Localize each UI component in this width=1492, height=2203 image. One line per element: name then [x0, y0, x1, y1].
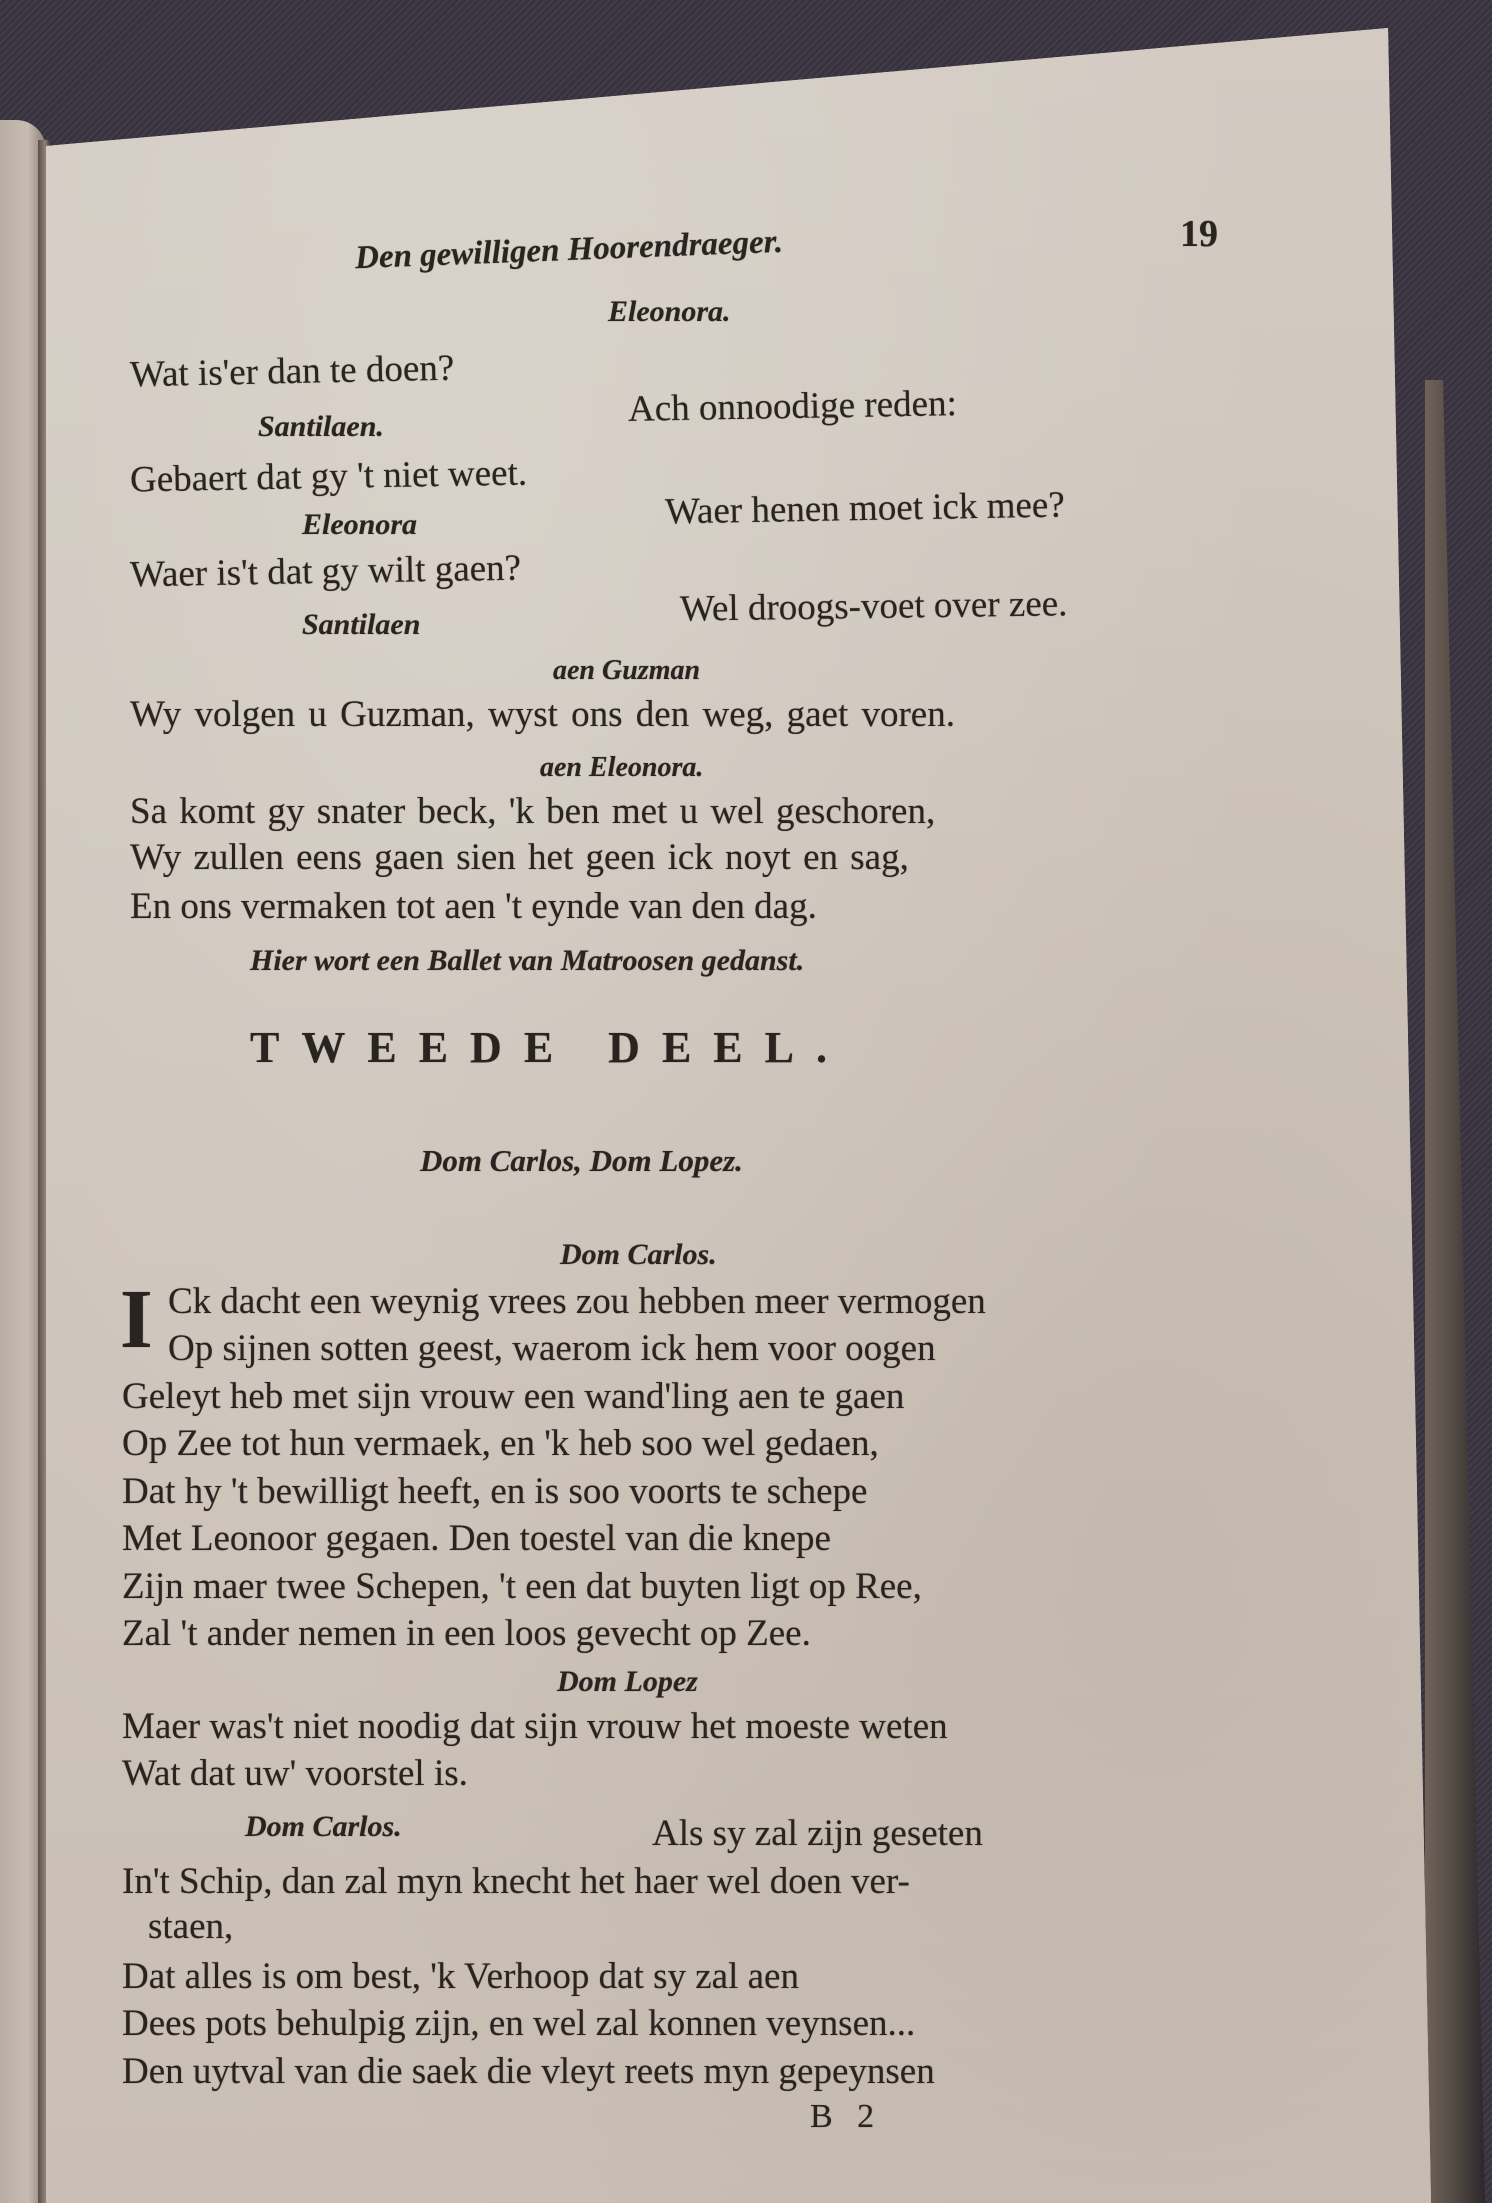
verse-line: Wel droogs-voet over zee.	[679, 583, 1068, 630]
speaker-label: Eleonora	[302, 508, 418, 541]
stage-direction: aen Eleonora.	[540, 752, 704, 783]
verse-line: Geleyt heb met sijn vrouw een wand'ling aen te gaen	[122, 1376, 905, 1417]
verse-line: Waer is't dat gy wilt gaen?	[129, 547, 522, 596]
verse-line: staen,	[148, 1906, 234, 1947]
signature-mark: B 2	[810, 2098, 883, 2135]
verse-line: Den uytval van die saek die vleyt reets myn gepeynsen	[122, 2051, 935, 2092]
verse-line: Op Zee tot hun vermaek, en 'k heb soo wel gedaen,	[122, 1423, 879, 1464]
verse-line: Met Leonoor gegaen. Den toestel van die knepe	[122, 1518, 831, 1559]
speaker-label: Dom Lopez	[557, 1665, 698, 1698]
verse-line: Ach onnoodige reden:	[627, 383, 958, 430]
verse-line: Op sijnen sotten geest, waerom ick hem voor oogen	[168, 1328, 936, 1369]
stage-direction: aen Guzman	[553, 655, 701, 686]
verse-line: Zijn maer twee Schepen, 't een dat buyten ligt op Ree,	[122, 1566, 922, 1607]
verse-line: Waer henen moet ick mee?	[664, 484, 1066, 533]
verse-line: Dees pots behulpig zijn, en wel zal konnen veynsen...	[122, 2003, 916, 2044]
drop-capital: I	[120, 1273, 153, 1366]
page-stack-edge	[1425, 380, 1485, 2203]
verse-line: Dat alles is om best, 'k Verhoop dat sy zal aen	[122, 1956, 799, 1997]
scene-characters: Dom Carlos, Dom Lopez.	[420, 1143, 743, 1178]
verse-line: Sa komt gy snater beck, 'k ben met u wel geschoren,	[130, 791, 936, 832]
speaker-label: Eleonora.	[608, 295, 731, 328]
speaker-label: Santilaen.	[258, 410, 384, 443]
verse-line: Gebaert dat gy 't niet weet.	[129, 452, 528, 501]
speaker-label: Dom Carlos.	[560, 1238, 717, 1271]
verse-line: Ck dacht een weynig vrees zou hebben meer vermogen	[168, 1281, 986, 1322]
page-number: 19	[1180, 213, 1218, 255]
running-head: Den gewilligen Hoorendraeger.	[354, 223, 784, 277]
verse-line: Maer was't niet noodig dat sijn vrouw het moeste weten	[122, 1706, 948, 1747]
verse-line: Wat is'er dan te doen?	[129, 347, 455, 396]
stage-direction: Hier wort een Ballet van Matroosen gedanst.	[250, 944, 805, 977]
speaker-label: Santilaen	[302, 608, 421, 641]
verse-line: Dat hy 't bewilligt heeft, en is soo voorts te schepe	[122, 1471, 868, 1512]
verse-line: Wat dat uw' voorstel is.	[122, 1753, 468, 1794]
verse-line: In't Schip, dan zal myn knecht het haer wel doen ver-	[122, 1861, 910, 1902]
speaker-label: Dom Carlos.	[245, 1810, 402, 1843]
verse-line: Wy volgen u Guzman, wyst ons den weg, gaet voren.	[130, 694, 955, 735]
verse-line: En ons vermaken tot aen 't eynde van den dag.	[130, 886, 817, 927]
verse-line: Als sy zal zijn geseten	[652, 1813, 983, 1854]
section-heading: TWEEDE DEEL.	[250, 1023, 849, 1072]
verse-line: Wy zullen eens gaen sien het geen ick noyt en sag,	[130, 837, 909, 878]
verse-line: Zal 't ander nemen in een loos gevecht op Zee.	[122, 1613, 811, 1654]
